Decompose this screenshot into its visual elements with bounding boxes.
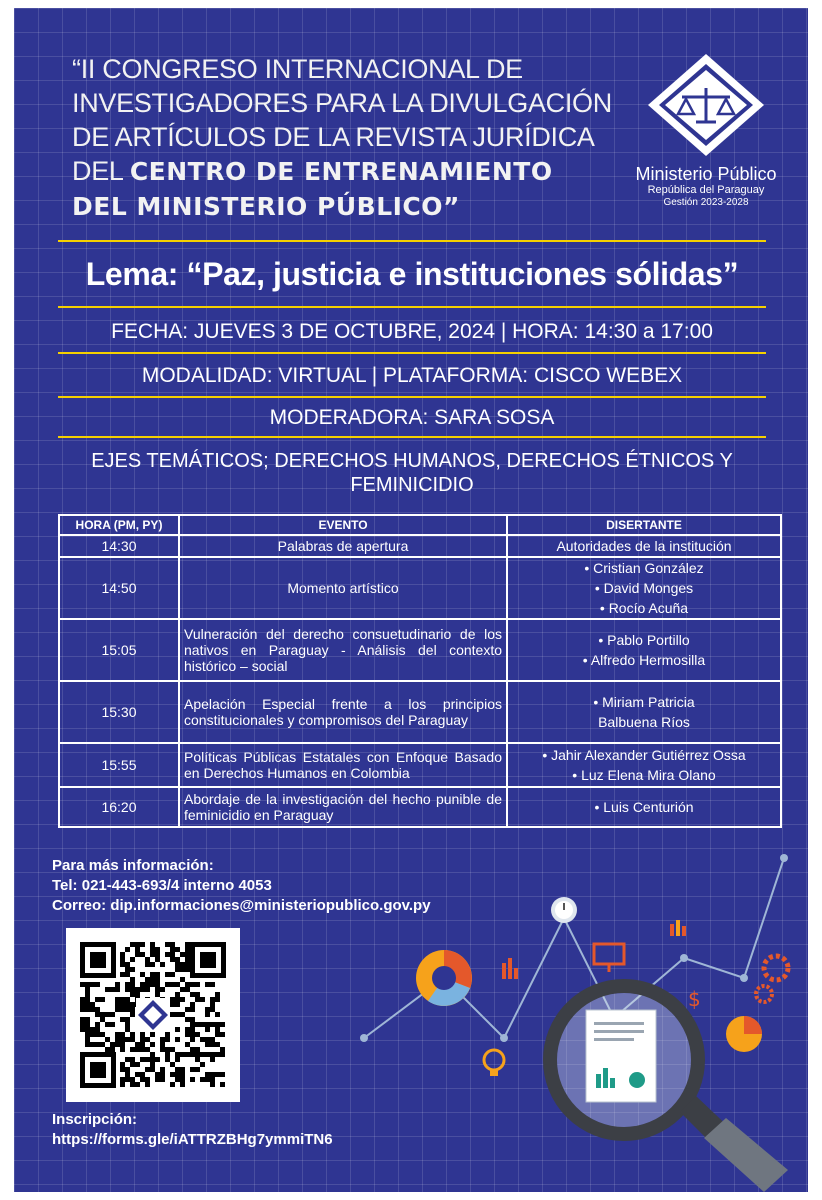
column-header-evento: EVENTO [179, 515, 507, 535]
row-time: 15:30 [59, 681, 179, 743]
title-line-1: “II CONGRESO INTERNACIONAL DE [72, 54, 523, 84]
divider [58, 396, 766, 398]
title-line-3: DE ARTÍCULOS DE LA REVISTA JURÍDICA [72, 122, 595, 152]
row-speakers [507, 743, 781, 787]
divider [58, 306, 766, 308]
event-title [72, 52, 632, 224]
bar-chart-icon [502, 958, 518, 979]
analytics-illustration [344, 848, 808, 1192]
thematic-axes-line-2: FEMINICIDIO [350, 474, 474, 496]
row-time: 15:55 [59, 743, 179, 787]
title-line-4-prefix: DEL [72, 156, 123, 186]
row-event: Palabras de apertura [179, 535, 507, 557]
row-time: 15:05 [59, 619, 179, 681]
speaker: • Luz Elena Mira Olano [572, 767, 716, 783]
contact-email[interactable]: Correo: dip.informaciones@ministeriopublico.gov.py [52, 897, 431, 914]
event-moderator: MODERADORA: SARA SOSA [269, 406, 555, 429]
row-speakers [507, 681, 781, 743]
schedule-table [58, 514, 782, 828]
lema: Lema: “Paz, justicia e instituciones sólidas” [85, 256, 739, 292]
speaker: • Jahir Alexander Gutiérrez Ossa [542, 747, 746, 763]
title-line-5-bold: DEL MINISTERIO PÚBLICO” [72, 192, 460, 221]
clock-icon [551, 897, 577, 923]
row-event: Vulneración del derecho consuetudinario de los nativos en Paraguay - Análisis del contexto histórico – social [179, 619, 507, 681]
row-speakers [507, 619, 781, 681]
row-speakers [507, 557, 781, 619]
row-time: 16:20 [59, 787, 179, 827]
title-line-4 [72, 154, 632, 189]
divider [58, 436, 766, 438]
ministerio-logo [616, 52, 796, 208]
table-row [59, 535, 781, 557]
row-event: Abordaje de la investigación del hecho punible de feminicidio en Paraguay [179, 787, 507, 827]
table-row [59, 681, 781, 743]
logo-subtitle: República del Paraguay [647, 184, 765, 196]
qr-code-icon [66, 928, 240, 1102]
speaker: • David Monges [594, 580, 694, 596]
event-modality: MODALIDAD: VIRTUAL | PLATAFORMA: CISCO WEBEX [141, 364, 683, 387]
contact-phone: Tel: 021-443-693/4 interno 4053 [52, 877, 272, 894]
logo-period: Gestión 2023-2028 [663, 197, 749, 208]
row-time: 14:50 [59, 557, 179, 619]
gear-icon [756, 956, 788, 1002]
row-event: Políticas Públicas Estatales con Enfoque Basado en Derechos Humanos en Colombia [179, 743, 507, 787]
row-event: Apelación Especial frente a los principios constitucionales y compromisos del Paraguay [179, 681, 507, 743]
schedule-header-row [59, 515, 781, 535]
pie-chart-icon [726, 1016, 762, 1052]
table-row [59, 787, 781, 827]
poster [14, 8, 808, 1192]
pie-chart-icon [416, 950, 472, 1006]
column-header-hora: HORA (PM, PY) [59, 515, 179, 535]
speaker: • Cristian González [584, 560, 704, 576]
contact-heading: Para más información: [52, 857, 214, 874]
speaker: Autoridades de la institución [556, 538, 732, 554]
registration [52, 1110, 333, 1150]
thematic-axes-line-1: EJES TEMÁTICOS; DERECHOS HUMANOS, DERECHOS ÉTNICOS Y [91, 450, 733, 472]
title-line-2: INVESTIGADORES PARA LA DIVULGACIÓN [72, 88, 612, 118]
dollar-icon: $ [688, 987, 701, 1011]
row-time: 14:30 [59, 535, 179, 557]
table-row [59, 619, 781, 681]
monitor-icon [594, 944, 624, 972]
speaker: • Alfredo Hermosilla [582, 652, 706, 668]
bar-chart-icon [670, 920, 686, 936]
event-date-time: FECHA: JUEVES 3 DE OCTUBRE, 2024 | HORA: 14:30 a 17:00 [111, 320, 713, 343]
speaker: • Pablo Portillo [598, 632, 690, 648]
scales-of-justice-icon [646, 52, 766, 158]
speaker: • Miriam Patricia [593, 694, 695, 710]
row-speakers [507, 535, 781, 557]
table-row [59, 743, 781, 787]
divider [58, 352, 766, 354]
speaker: • Rocío Acuña [599, 600, 689, 616]
qr-code[interactable] [66, 928, 240, 1102]
divider [58, 240, 766, 242]
title-line-5 [72, 189, 632, 224]
registration-label: Inscripción: [52, 1111, 138, 1128]
title-line-4-bold: CENTRO DE ENTRENAMIENTO [129, 157, 553, 186]
lightbulb-icon [484, 1050, 504, 1076]
thematic-axes [58, 449, 766, 497]
row-speakers [507, 787, 781, 827]
row-event: Momento artístico [179, 557, 507, 619]
speaker: • Luis Centurión [594, 799, 694, 815]
speaker: Balbuena Ríos [598, 714, 690, 730]
column-header-disertante: DISERTANTE [507, 515, 781, 535]
registration-link[interactable]: https://forms.gle/iATTRZBHg7ymmiTN6 [52, 1131, 333, 1148]
logo-name: Ministerio Público [635, 164, 777, 184]
table-row [59, 557, 781, 619]
magnifying-glass-icon [550, 986, 788, 1192]
